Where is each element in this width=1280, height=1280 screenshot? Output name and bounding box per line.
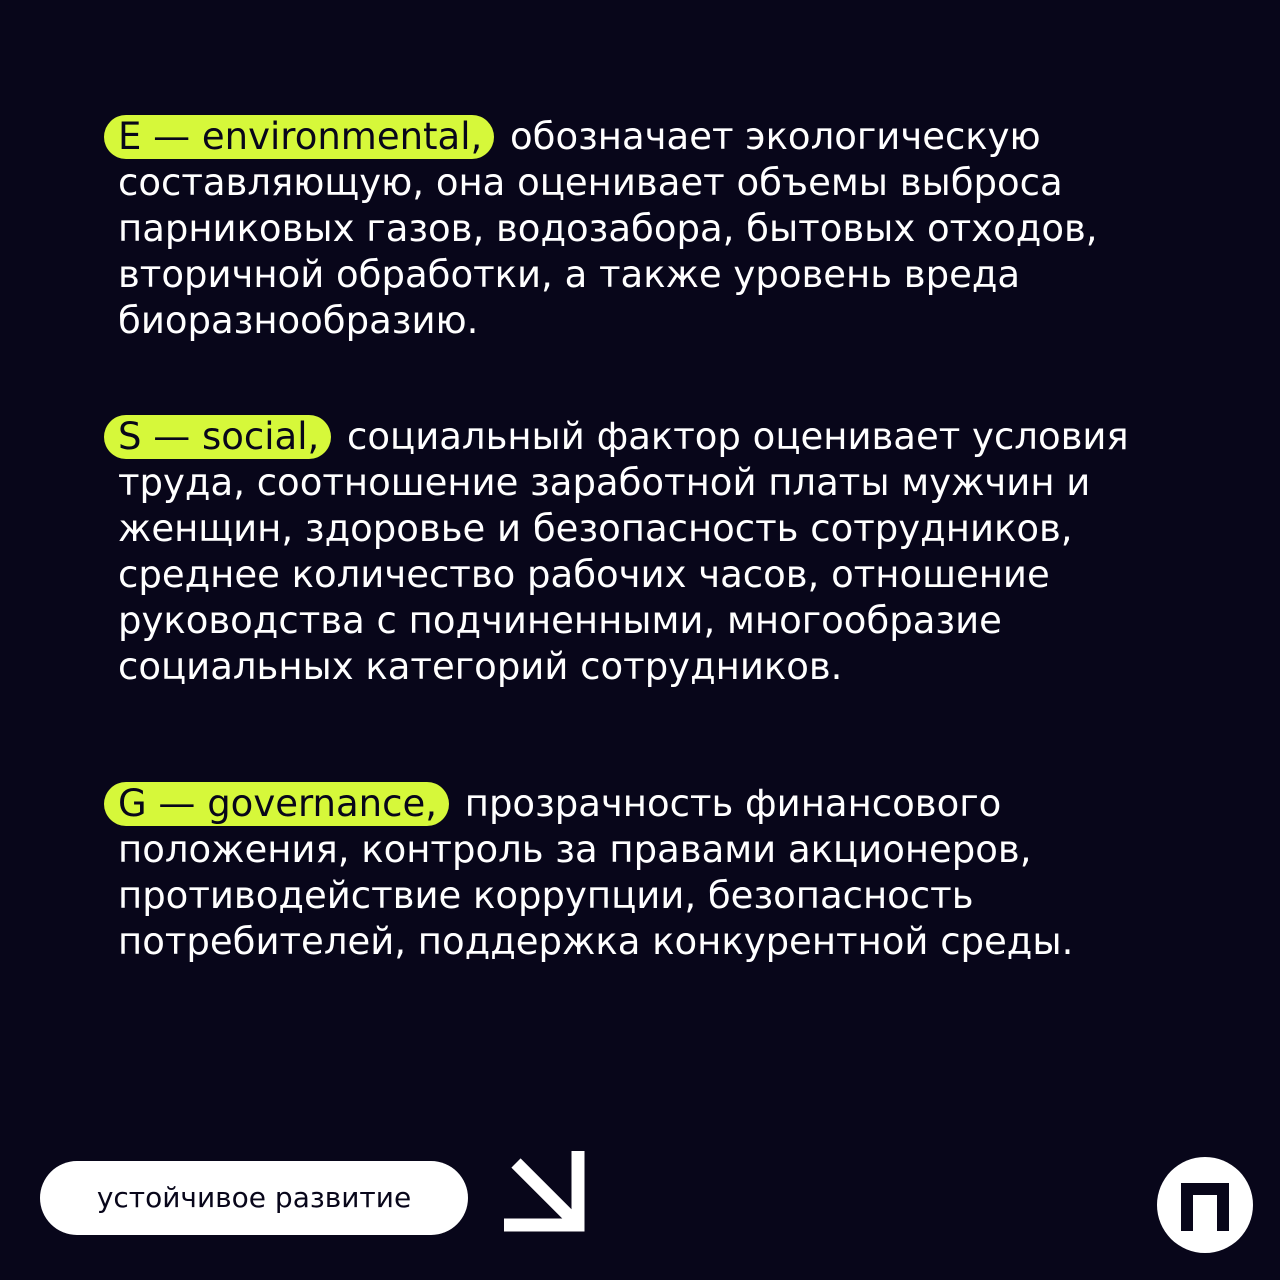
- environmental-section: [118, 114, 1218, 344]
- environmental-text: обозначает экологическую составляющую, она оценивает объемы выброса парниковых газов, водозабора, бытовых отходов, вторичной обработки, а также уровень вреда биоразнообразию.: [118, 115, 1098, 342]
- governance-text: прозрачность финансового положения, контроль за правами акционеров, противодействие коррупции, безопасность потребителей, поддержка конкурентной среды.: [118, 782, 1074, 963]
- social-text: социальный фактор оценивает условия труда, соотношение заработной платы мужчин и женщин, здоровье и безопасность сотрудников, среднее количество рабочих часов, отношение руководства с подчиненными, многообразие социальных категорий сотрудников.: [118, 415, 1129, 688]
- social-tag: S — social,: [104, 415, 331, 459]
- governance-section: [118, 781, 1218, 965]
- arrow-down-right-icon: [498, 1145, 594, 1237]
- governance-tag: G — governance,: [104, 782, 449, 826]
- topic-label: устойчивое развитие: [96, 1181, 412, 1214]
- brand-logo-icon: [1157, 1157, 1253, 1253]
- environmental-tag: E — environmental,: [104, 115, 494, 159]
- social-section: [118, 414, 1218, 690]
- topic-badge[interactable]: [40, 1161, 468, 1235]
